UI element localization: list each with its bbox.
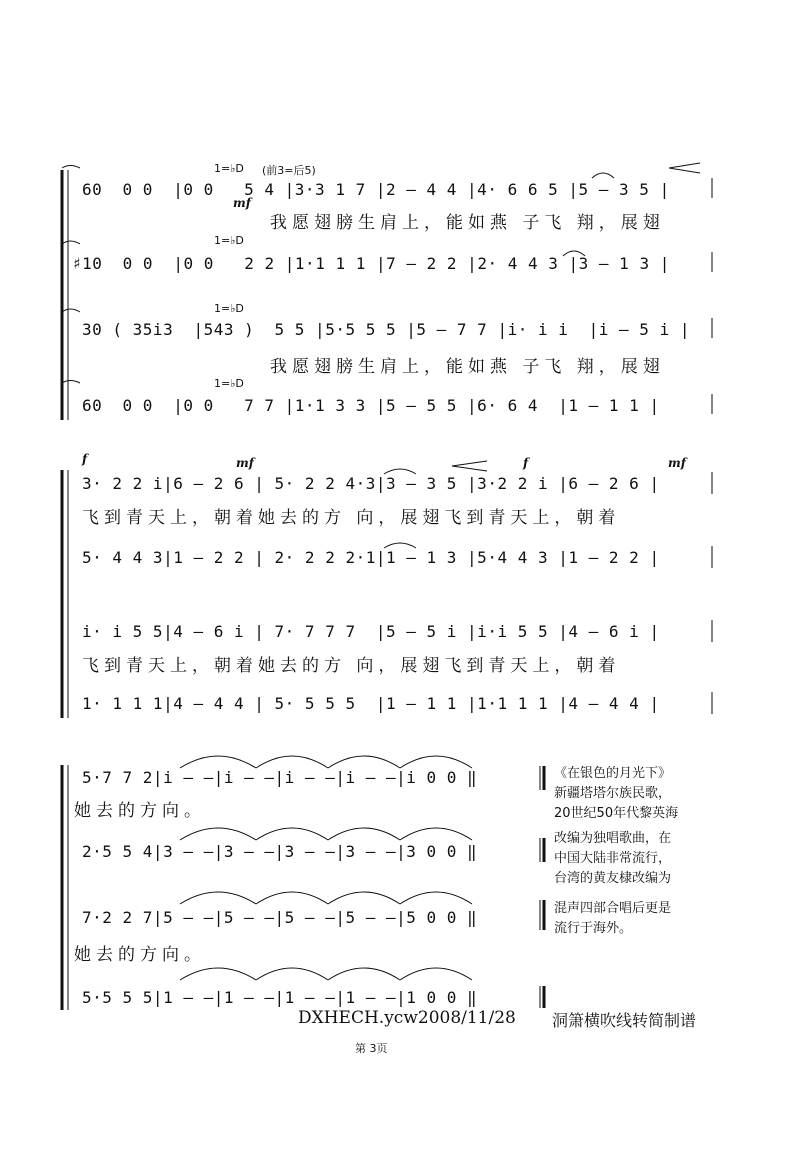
arranger-credit: 洞箫横吹线转简制谱 [552, 1011, 697, 1030]
staff-voice4: 60 0 0 |0 0 7 7 |1·1 3 3 |5 – 5 5 |6· 6 4 |1 – 1 1 | [82, 396, 660, 415]
dynamic-f: f [523, 456, 529, 470]
staff-voice1: 3· 2 2 i|6 – 2 6 | 5· 2 2 4·3|3 – 3 5 |3·2 2 i |6 – 2 6 | [82, 474, 660, 493]
song-note-line: 改编为独唱歌曲，在 [554, 831, 672, 846]
song-note-line: 台湾的黄友棣改编为 [554, 871, 672, 886]
staff-voice1: 5·7 7 2|i – –|i – –|i – –|i – –|i 0 0 ‖ [82, 768, 478, 787]
staff-voice3: 30 ( 35i3 |543 ) 5 5 |5·5 5 5 |5 – 7 7 |i· i i |i – 5 i | [82, 320, 690, 339]
system2-bracket [62, 470, 68, 718]
staff-voice2: 5· 4 4 3|1 – 2 2 | 2· 2 2 2·1|1 – 1 3 |5·4 4 3 |1 – 2 2 | [82, 548, 660, 567]
system3-final-barlines [540, 766, 544, 1008]
lyric-line3: 飞到青天上，朝着她去的方 向，展翅飞到青天上，朝着 [82, 656, 621, 676]
dynamic-f: f [82, 452, 88, 466]
staff-voice3: i· i 5 5|4 – 6 i | 7· 7 7 7 |5 – 5 i |i·i 5 5 |4 – 6 i | [82, 622, 660, 641]
dynamic-mf: mf [233, 196, 251, 210]
staff-voice2: ♯10 0 0 |0 0 2 2 |1·1 1 1 |7 – 2 2 |2· 4 4 3 |3 – 1 3 | [72, 254, 670, 273]
dynamic-mf: mf [236, 456, 254, 470]
system1-bracket [62, 166, 80, 421]
lyric-line1: 我愿翅膀生肩上，能如燕 子飞 翔，展翅 [270, 213, 665, 233]
staff-voice1: 60 0 0 |0 0 5 4 |3·3 1 7 |2 – 4 4 |4· 6 6 5 |5 – 3 5 | [82, 180, 670, 199]
modulation-note: (前3=后5) [262, 164, 316, 177]
staff-voice4: 5·5 5 5|1 – –|1 – –|1 – –|1 – –|1 0 0 ‖ [82, 988, 478, 1007]
lyric-line3: 我愿翅膀生肩上，能如燕 子飞 翔，展翅 [270, 357, 665, 377]
lyric-line1: 飞到青天上，朝着她去的方 向，展翅飞到青天上，朝着 [82, 508, 621, 528]
key-signature: 1=♭D [214, 302, 244, 315]
staff-voice3: 7·2 2 7|5 – –|5 – –|5 – –|5 – –|5 0 0 ‖ [82, 908, 478, 927]
song-note-title: 《在银色的月光下》 [554, 766, 672, 781]
key-signature: 1=♭D [214, 377, 244, 390]
song-note-line: 新疆塔塔尔族民歌， [554, 786, 672, 801]
staff-voice4: 1· 1 1 1|4 – 4 4 | 5· 5 5 5 |1 – 1 1 |1·1 1 1 |4 – 4 4 | [82, 694, 660, 713]
key-signature: 1=♭D [214, 234, 244, 247]
song-note-line: 混声四部合唱后更是 [554, 901, 672, 916]
lyric-line1: 她去的方向。 [74, 801, 206, 821]
system3-ties [180, 756, 472, 980]
song-note-line: 中国大陆非常流行， [554, 851, 672, 866]
page-number: 第 3页 [355, 1042, 388, 1055]
lyric-line3: 她去的方向。 [74, 945, 206, 965]
system3-bracket [62, 765, 68, 1010]
song-note-line: 流行于海外。 [554, 921, 633, 936]
song-note-line: 20世纪50年代黎英海 [554, 806, 679, 821]
dynamic-mf: mf [668, 456, 686, 470]
key-signature: 1=♭D [214, 162, 244, 175]
transcriber-signature: DXHECH.ycw2008/11/28 [298, 1008, 516, 1028]
staff-voice2: 2·5 5 4|3 – –|3 – –|3 – –|3 – –|3 0 0 ‖ [82, 842, 478, 861]
